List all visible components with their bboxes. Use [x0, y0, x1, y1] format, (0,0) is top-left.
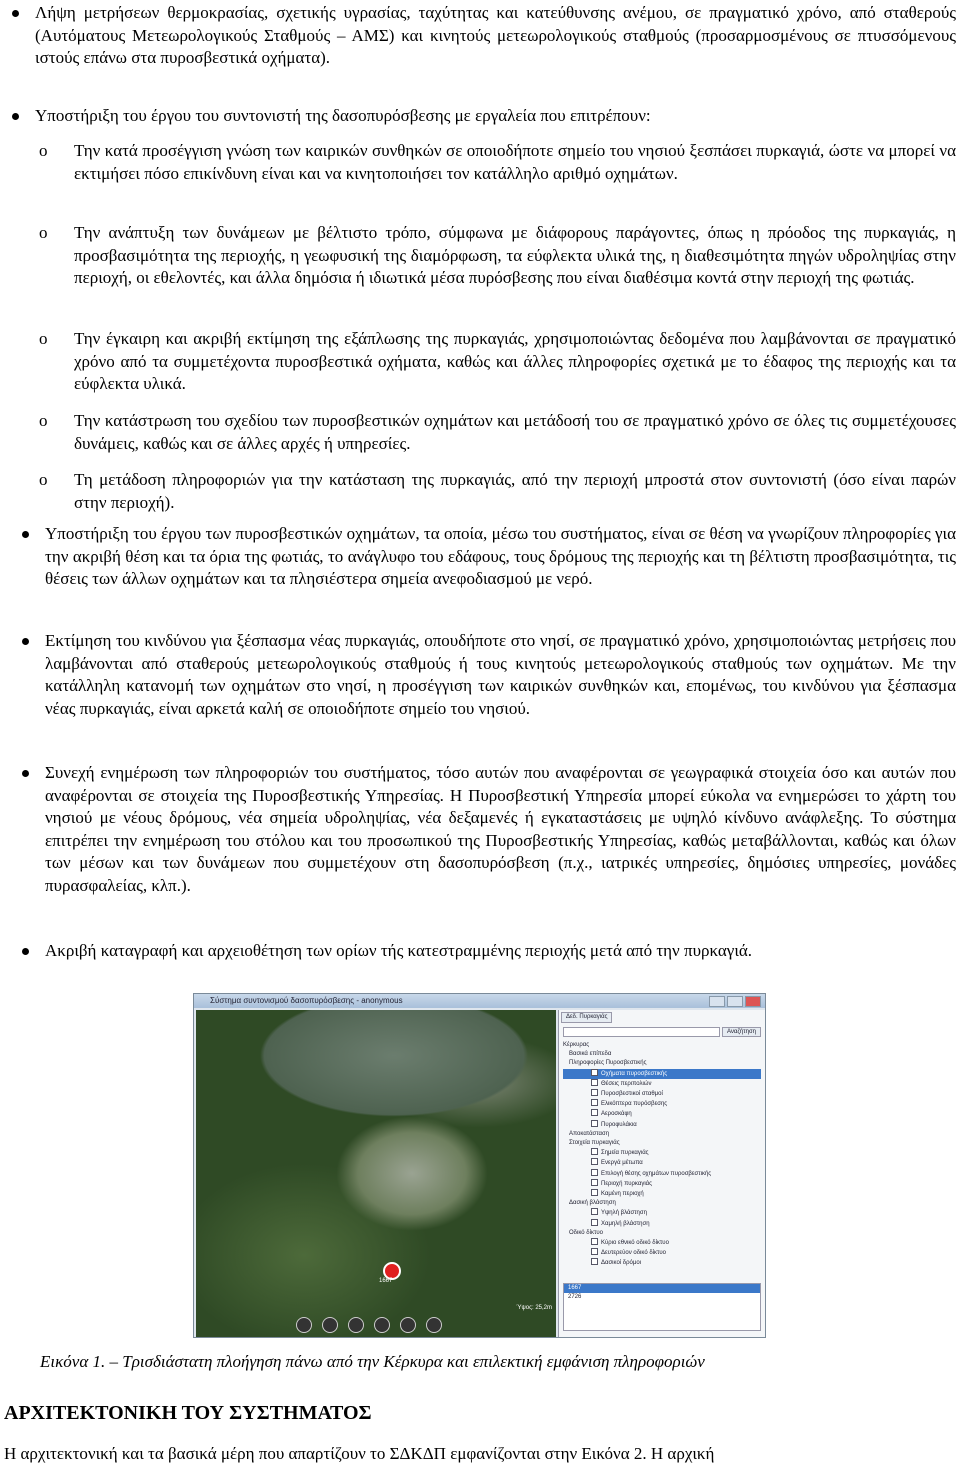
close-icon [745, 996, 761, 1007]
sub-item: o Την κατάστρωση του σχεδίου των πυροσβεστικών οχημάτων και μετάδοσή του σε πραγματικό χρόνο σε όλες τις συμμετέχουσες δυνάμεις, καθώς και σε άλλες αρχές ή υπηρεσίες. [74, 410, 956, 455]
layer-tree-item: Οδικό δίκτυο [569, 1229, 603, 1236]
vehicle-list [563, 1283, 761, 1331]
layer-tree-item: Δασική βλάστηση [569, 1200, 616, 1207]
search-input [563, 1027, 720, 1037]
bullet-item: Συνεχή ενημέρωση των πληροφοριών του συστήματος, τόσο αυτών που αναφέρονται σε γεωγραφικά στοιχεία όσο και αυτών που αναφέρονται σε στοιχεία της Πυροσβεστικής Υπηρεσίας. Η Πυροσβεστική Υπηρεσία μπορεί εύκολα να ενημερώσει το χάρτη του νησιού με νέους δρόμους, νέα σημεία υδροληψίας, νέα δεξαμενές ή εγκαταστάσεις με υψηλό κίνδυνο ανάφλεξης. Το σύστημα επιτρέπει την ενημέρωση του στόλου και του προσωπικού της Πυροσβεστικής Υπηρεσίας, καθώς μεταβάλλονται, καθώς και όλων των μέσων και των δυνάμεων που συμμετέχουν στη δασοπυρόσβεση (π.χ., ιατρικές υπηρεσίες, δημόσιες υπηρεσίες, μονάδες πυρασφαλείας, κλπ.). [45, 762, 956, 898]
compass-icon [400, 1317, 416, 1333]
layer-tree-item: Οχήματα πυροσβεστικής [563, 1069, 761, 1079]
layer-tree-item: Πυροφυλάκια [563, 1120, 761, 1130]
zoom-icon [348, 1317, 364, 1333]
sub-item: o Την ανάπτυξη των δυνάμεων με βέλτιστο τρόπο, σύμφωνα με διάφορους παράγοντες, όπως η πρόοδος της πυρκαγιάς, η προσβασιμότητα της περιοχής, η γεωφυσική της διαμόρφωση, τα εύφλεκτα υλικά της, η διαθεσιμότητα πηγών υδροληψίας στην περιοχή, οι εθελοντές, και άλλα δημόσια ή ιδιωτικά μέσα πυρόσβεσης που είναι διαθέσιμα κοντά στην περιοχή της φωτιάς. [74, 222, 956, 290]
layer-tree-item: Κύριο εθνικό οδικό δίκτυο [563, 1238, 761, 1248]
bullet-item: Λήψη μετρήσεων θερμοκρασίας, σχετικής υγρασίας, ταχύτητας και κατεύθυνσης ανέμου, σε πραγματικό χρόνο, από σταθερούς (Αυτόματους Μετεωρολογικούς Σταθμούς – ΑΜΣ) και κινητούς μετεωρολογικούς σταθμούς (προσαρμοσμένους σε πτυσσόμενους ιστούς επάνω στα πυροσβεστικά οχήματα). [35, 2, 956, 70]
layer-tree-item: Στοιχεία πυρκαγιάς [569, 1140, 620, 1147]
figure-caption: Εικόνα 1. – Τρισδιάστατη πλοήγηση πάνω από την Κέρκυρα και επιλεκτική εμφάνιση πληροφοριών [40, 1352, 705, 1371]
tilt-icon [374, 1317, 390, 1333]
vehicle-list-item: 1667 [564, 1284, 760, 1293]
bullet-item: Ακριβή καταγραφή και αρχειοθέτηση των ορίων τής κατεστραμμένης περιοχής μετά από την πυρκαγιά. [45, 940, 956, 963]
layer-tree-item: Δασικοί δρόμοι [563, 1258, 761, 1268]
sub-item: o Τη μετάδοση πληροφοριών για την κατάσταση της πυρκαγιάς, από την περιοχή μπροστά στον συντονιστή (όσο είναι παρών στην περιοχή). [74, 469, 956, 514]
layer-tree-item: Ενεργά μέτωπα [563, 1158, 761, 1168]
layer-tree-item: Σημεία πυρκαγιάς [563, 1148, 761, 1158]
rotate-icon [322, 1317, 338, 1333]
section-heading: ΑΡΧΙΤΕΚΤΟΝΙΚΗ ΤΟΥ ΣΥΣΤΗΜΑΤΟΣ [4, 1402, 372, 1424]
terrain-3d-view [196, 1010, 556, 1337]
navigation-controls [296, 1317, 442, 1333]
layer-tree-item: Υψηλή βλάστηση [563, 1208, 761, 1218]
layer-tree-item: Κέρκυρας [563, 1042, 590, 1048]
figure-window-title: Σύστημα συντονισμού δασοπυρόσβεσης - anonymous [194, 994, 765, 1008]
sub-item: o Την έγκαιρη και ακριβή εκτίμηση της εξάπλωσης της πυρκαγιάς, χρησιμοποιώντας δεδομένα που λαμβάνονται σε πραγματικό χρόνο από τα συμμετέχοντα πυροσβεστικά οχήματα, καθώς και άλλες πληροφορίες σχετικά με το έδαφος της περιοχής και τα εύφλεκτα υλικά. [74, 328, 956, 396]
tab-fire-data: Δεδ. Πυρκαγιάς [561, 1012, 612, 1023]
panel-tabs [559, 1010, 765, 1025]
figure-window-controls [709, 996, 761, 1007]
layer-tree-item: Καμένη περιοχή [563, 1189, 761, 1199]
layers-panel [558, 1010, 765, 1337]
layer-tree-item: Αεροσκάφη [563, 1109, 761, 1119]
layer-tree-item: Πληροφορίες Πυροσβεστικής [569, 1060, 647, 1067]
bullet-item: Εκτίμηση του κινδύνου για ξέσπασμα νέας πυρκαγιάς, οπουδήποτε στο νησί, σε πραγματικό χρόνο, χρησιμοποιώντας μετρήσεις που λαμβάνονται από σταθερούς μετεωρολογικούς σταθμούς ή τους κινητούς μετεωρολογικούς σταθμούς των οχημάτων. Με την κατάλληλη κατανομή των οχημάτων στο νησί, η προσέγγιση των καιρικών συνθηκών και, επομένως, του κινδύνου για ξέσπασμα νέας πυρκαγιάς, είναι αρκετά καλή σε οποιοδήποτε σημείο του νησιού. [45, 630, 956, 720]
layer-tree-item: Πυροσβεστικοί σταθμοί [563, 1089, 761, 1099]
layer-tree-item: Βασικά επίπεδα [569, 1051, 612, 1058]
layer-tree-item: Επιλογή θέσης οχημάτων πυροσβεστικής [563, 1169, 761, 1179]
layer-tree-item: Χαμηλή βλάστηση [563, 1219, 761, 1229]
home-icon [426, 1317, 442, 1333]
figure-screenshot [193, 993, 766, 1338]
layer-tree-item: Ελικόπτερα πυρόσβεσης [563, 1099, 761, 1109]
bullet-item: Υποστήριξη του έργου του συντονιστή της δασοπυρόσβεσης με εργαλεία που επιτρέπουν: [35, 105, 956, 128]
panel-search [559, 1025, 765, 1039]
minimize-icon [709, 996, 725, 1007]
search-button: Αναζήτηση [722, 1027, 761, 1037]
layer-tree-item: Περιοχή πυρκαγιάς [563, 1179, 761, 1189]
layer-tree-item: Δευτερεύον οδικό δίκτυο [563, 1248, 761, 1258]
altitude-status: Ύψος: 25,2m [516, 1305, 552, 1311]
layer-tree [559, 1039, 765, 1271]
vehicle-list-item: 2726 [568, 1294, 582, 1300]
layer-tree-item: Αποκατάσταση [569, 1130, 610, 1137]
layer-tree-item: Θέσεις περιπολιών [563, 1079, 761, 1089]
bullet-item: Υποστήριξη του έργου των πυροσβεστικών οχημάτων, τα οποία, μέσω του συστήματος, είναι σε θέση να γνωρίζουν πληροφορίες για την ακριβή θέση και τα όρια της φωτιάς, το ανάγλυφο του εδάφους, τους δρόμους της περιοχής και τη βέλτιστη προσβασιμότητα, τις θέσεις των άλλων οχημάτων και τα πλησιέστερα σημεία ανεφοδιασμού με νερό. [45, 523, 956, 591]
maximize-icon [727, 996, 743, 1007]
pan-icon [296, 1317, 312, 1333]
sub-item: o Την κατά προσέγγιση γνώση των καιρικών συνθηκών σε οποιοδήποτε σημείο του νησιού ξεσπάσει πυρκαγιά, ώστε να μπορεί να εκτιμήσει πόσο επικίνδυνη είναι και να κινητοποιήσει τον κατάλληλο αριθμό οχημάτων. [74, 140, 956, 185]
body-paragraph: Η αρχιτεκτονική και τα βασικά μέρη που απαρτίζουν το ΣΔΚΔΠ εμφανίζονται στην Εικόνα 2. Η αρχική [4, 1444, 715, 1463]
vehicle-marker-label: 1667 [379, 1278, 393, 1284]
